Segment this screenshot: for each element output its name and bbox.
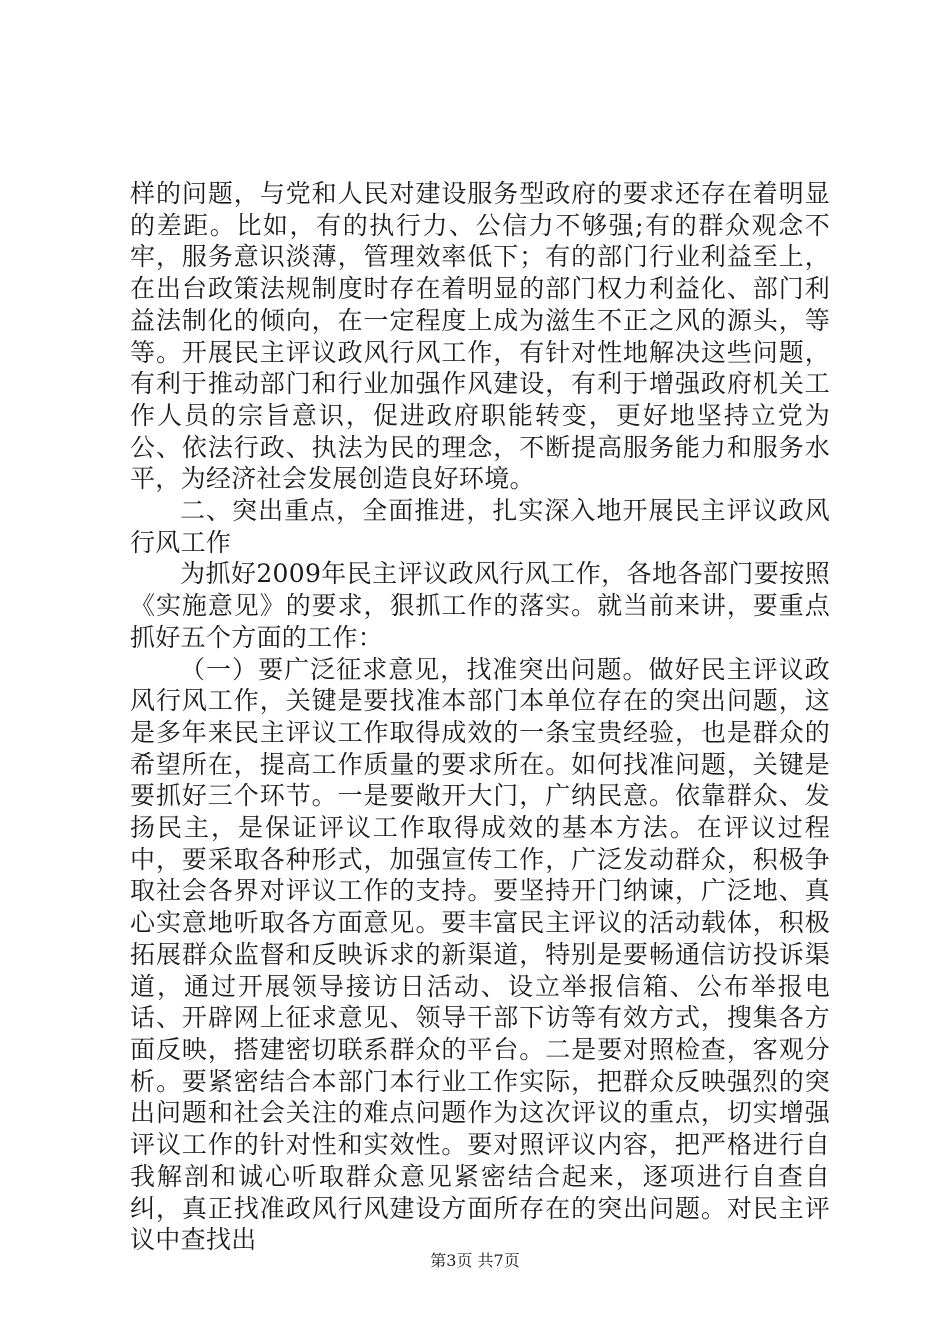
paragraph-intro: 为抓好2009年民主评议政风行风工作，各地各部门要按照《实施意见》的要求，狠抓工作的落实。就当前来讲，要重点抓好五个方面的工作： [130, 559, 830, 652]
section-heading: 二、突出重点，全面推进，扎实深入地开展民主评议政风行风工作 [130, 496, 830, 557]
paragraph-continuation: 样的问题，与党和人民对建设服务型政府的要求还存在着明显的差距。比如，有的执行力、公信力不够强;有的群众观念不牢，服务意识淡薄，管理效率低下；有的部门行业利益至上，在出台政策法规制度时存在着明显的部门权力利益化、部门利益法制化的倾向，在一定程度上成为滋生不正之风的源头，等等。开展民主评议政风行风工作，有针对性地解决这些问题，有利于推动部门和行业加强作风建设，有利于增强政府机关工作人员的宗旨意识，促进政府职能转变，更好地坚持立党为公、依法行政、执法为民的理念，不断提高服务能力和服务水平，为经济社会发展创造良好环境。 [130, 179, 830, 494]
paragraph-item-one: （一）要广泛征求意见，找准突出问题。做好民主评议政风行风工作，关键是要找准本部门本单位存在的突出问题，这是多年来民主评议工作取得成效的一条宝贵经验，也是群众的希望所在，提高工作质量的要求所在。如何找准问题，关键是要抓好三个环节。一是要敞开大门，广纳民意。依靠群众、发扬民主，是保证评议工作取得成效的基本方法。在评议过程中，要采取各种形式，加强宣传工作，广泛发动群众，积极争取社会各界对评议工作的支持。要坚持开门纳谏，广泛地、真心实意地听取各方面意见。要丰富民主评议的活动载体，积极拓展群众监督和反映诉求的新渠道，特别是要畅通信访投诉渠道，通过开展领导接访日活动、设立举报信箱、公布举报电话、开辟网上征求意见、领导干部下访等有效方式，搜集各方面反映，搭建密切联系群众的平台。二是要对照检查，客观分析。要紧密结合本部门本行业工作实际，把群众反映强烈的突出问题和社会关注的难点问题作为这次评议的重点，切实增强评议工作的针对性和实效性。要对照评议内容，把严格进行自我解剖和诚心听取群众意见紧密结合起来，逐项进行自查自纠，真正找准政风行风建设方面所存在的突出问题。对民主评议中查找出 [130, 654, 830, 1255]
document-body [130, 178, 830, 1256]
page-footer: 第3页 共7页 [430, 1251, 520, 1270]
